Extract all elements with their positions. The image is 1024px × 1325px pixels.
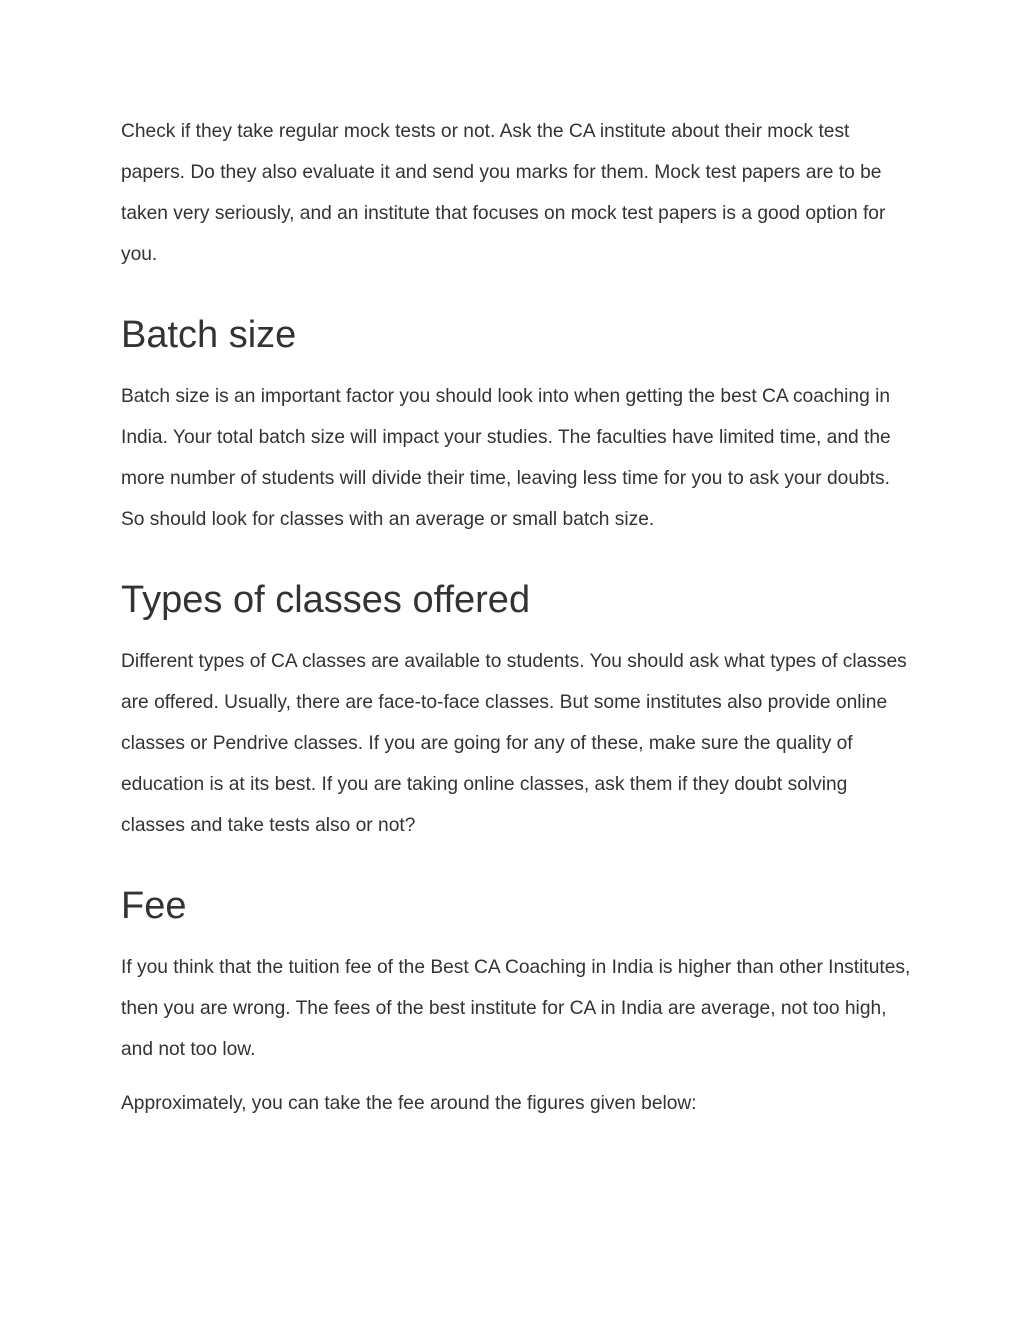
fee-paragraph: If you think that the tuition fee of the Best CA Coaching in India is higher than other Institutes, then you are wrong. The fees of the best institute for CA in India are average, not too high, and not too low. [121, 957, 911, 1060]
section-heading-batch-size: Batch size [121, 314, 297, 356]
document-body [121, 111, 911, 1124]
fee-figures-intro-paragraph: Approximately, you can take the fee around the figures given below: [121, 1093, 697, 1114]
batch-size-paragraph: Batch size is an important factor you should look into when getting the best CA coaching in India. Your total batch size will impact your studies. The faculties have limited time, and the more number of students will divide their time, leaving less time for you to ask your doubts. So should look for classes with an average or small batch size. [121, 386, 891, 530]
section-heading-fee: Fee [121, 885, 187, 927]
intro-paragraph: Check if they take regular mock tests or not. Ask the CA institute about their mock test papers. Do they also evaluate it and send you marks for them. Mock test papers are to be taken very seriously, and an institute that focuses on mock test papers is a good option for you. [121, 121, 886, 265]
section-heading-types-of-classes: Types of classes offered [121, 579, 531, 621]
types-of-classes-paragraph: Different types of CA classes are available to students. You should ask what types of classes are offered. Usually, there are face-to-face classes. But some institutes also provide online classes or Pendrive classes. If you are going for any of these, make sure the quality of education is at its best. If you are taking online classes, ask them if they doubt solving classes and take tests also or not? [121, 651, 907, 836]
